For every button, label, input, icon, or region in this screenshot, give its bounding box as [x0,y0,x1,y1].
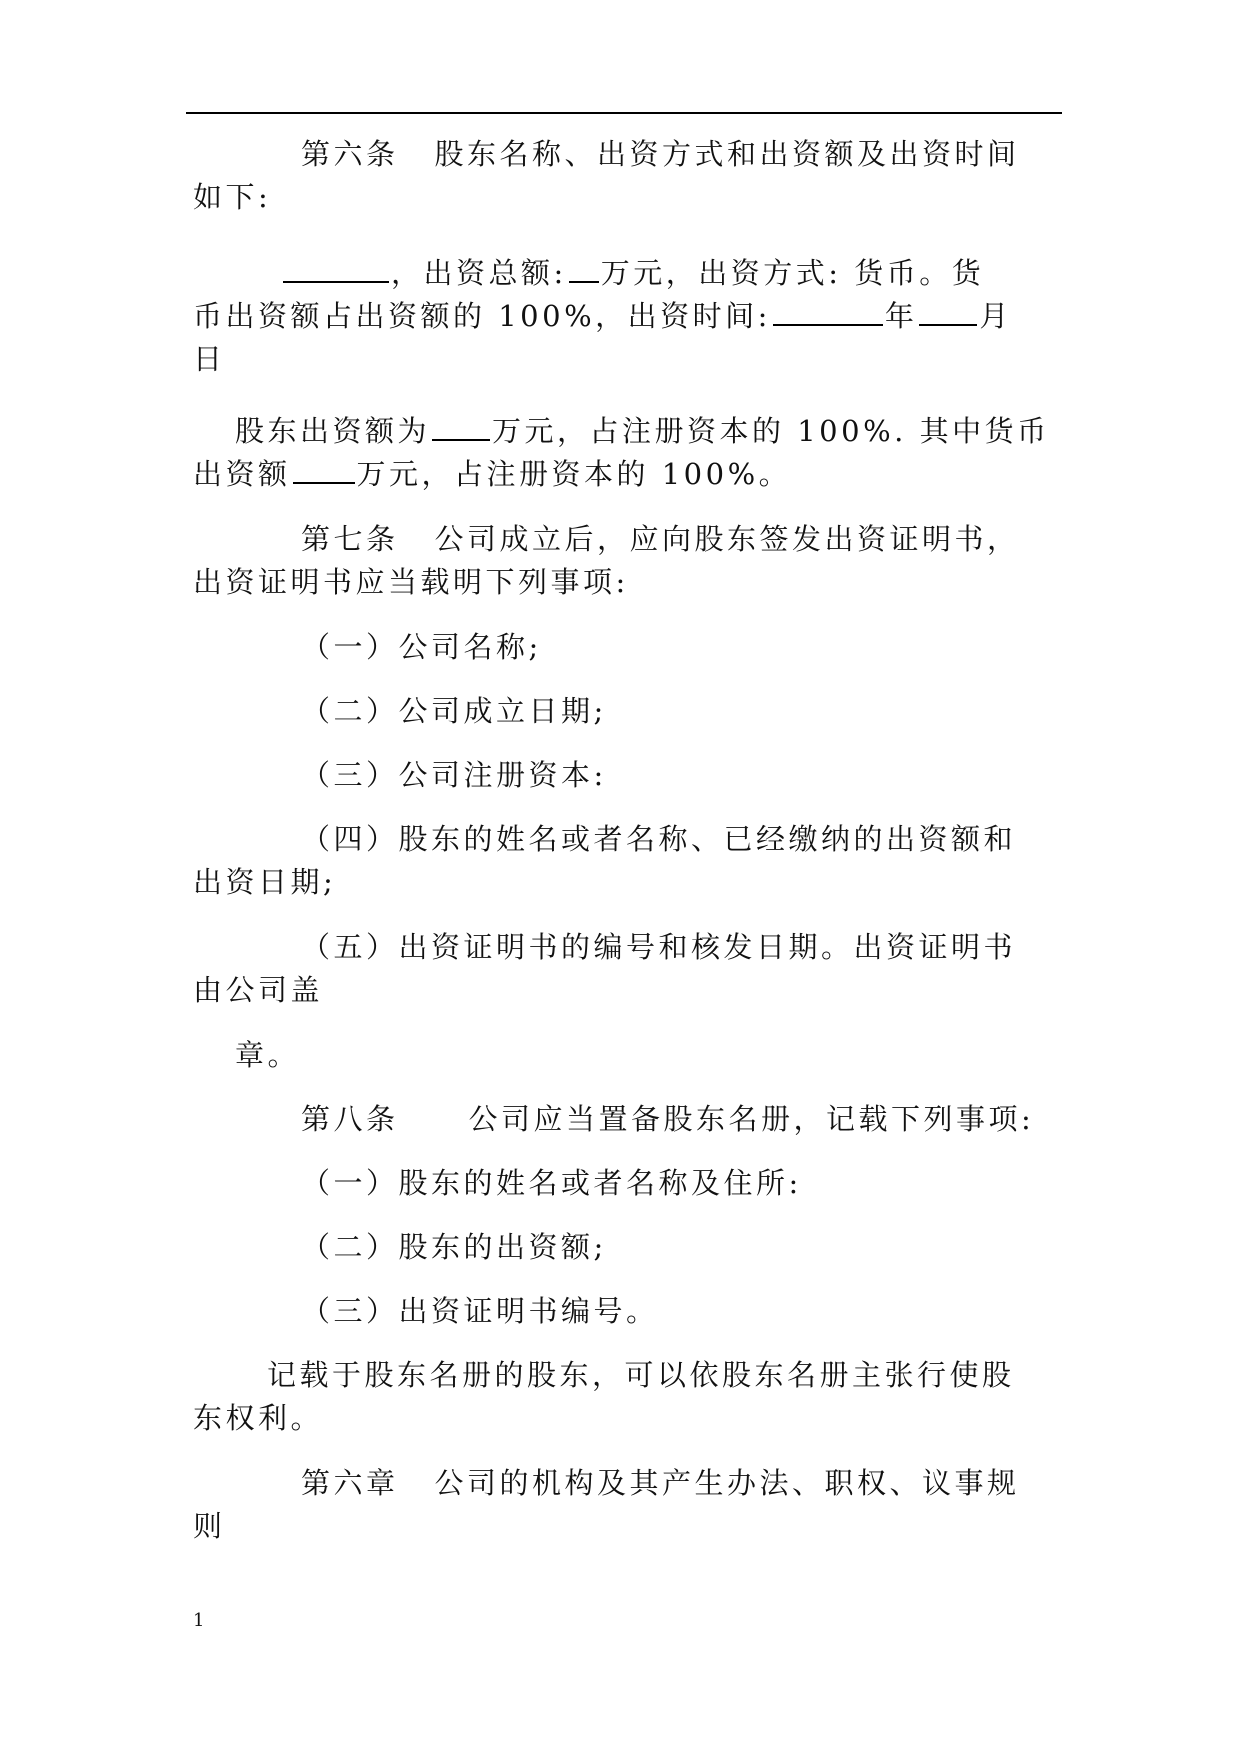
article-7-item-3: （三）公司注册资本: [301,758,607,792]
cash-amount-label: 出资额 [193,457,291,491]
article-8 [193,1098,1161,1141]
amount-text: 万元，占注册资本的 100%. 其中货币 [492,414,1050,448]
amount-label: 股东出资额为 [235,414,431,448]
article-7 [193,518,1053,604]
article-7-item-4-text: （四）股东的姓名或者名称、已经缴纳的出资额和 [301,822,1017,856]
article-7-item-5-text: （五）出资证明书的编号和核发日期。出资证明书 [301,930,1017,964]
registry-text: 记载于股东名册的股东，可以依股东名册主张行使股 [267,1358,1015,1392]
amount-blank [432,413,490,441]
contribution-time-label: 币出资额占出资额的 100%，出资时间: [193,299,771,333]
article-6 [193,133,1053,219]
article-7-item-4-cont: 出资日期; [193,865,337,899]
contribution-method-text: 万元，出资方式: 货币。货 [600,256,985,290]
chapter-6-heading: 第六章 [301,1466,399,1500]
chapter-6-title-cont: 则 [193,1509,226,1543]
year-blank [773,298,883,326]
article-7-text-cont: 出资证明书应当载明下列事项: [193,565,629,599]
article-6-text: 股东名称、出资方式和出资额及出资时间 [434,137,1020,171]
month-blank [919,298,977,326]
chapter-6-title: 公司的机构及其产生办法、职权、议事规 [434,1466,1020,1500]
article-8-heading: 第八条 [301,1102,399,1136]
article-7-item-5 [193,926,1053,1012]
article-7-text: 公司成立后，应向股东签发出资证明书， [434,522,1020,556]
article-8-text: 公司应当置备股东名册，记载下列事项: [468,1102,1035,1136]
contribution-amount [193,410,1053,496]
cash-amount-text: 万元，占注册资本的 100%。 [356,457,792,491]
contribution-total-label: ，出资总额: [391,256,567,290]
header-rule [186,112,1062,114]
shareholder-contribution [193,252,1053,381]
article-6-text-cont: 如下: [193,180,272,214]
article-8-item-2: （二）股东的出资额; [301,1230,607,1264]
contribution-total-blank [569,255,599,283]
article-7-item-2: （二）公司成立日期; [301,694,607,728]
article-6-heading: 第六条 [301,137,399,171]
month-label: 月 [979,299,1012,333]
article-8-item-3: （三）出资证明书编号。 [301,1294,659,1328]
article-7-heading: 第七条 [301,522,399,556]
chapter-6 [193,1462,1053,1548]
year-label: 年 [884,299,918,333]
page-number: 1 [193,1610,205,1631]
cash-amount-blank [293,456,355,484]
article-8-item-1: （一）股东的姓名或者名称及住所: [301,1166,802,1200]
shareholder-name-blank [283,255,389,283]
article-7-item-5-end: 章。 [235,1038,301,1072]
day-label: 日 [193,342,226,376]
article-7-item-4 [193,818,1053,904]
article-7-item-1: （一）公司名称; [301,630,542,664]
registry-text-cont: 东权利。 [193,1401,324,1435]
article-7-item-5-cont: 由公司盖 [193,973,324,1007]
registry-paragraph [193,1354,1053,1440]
